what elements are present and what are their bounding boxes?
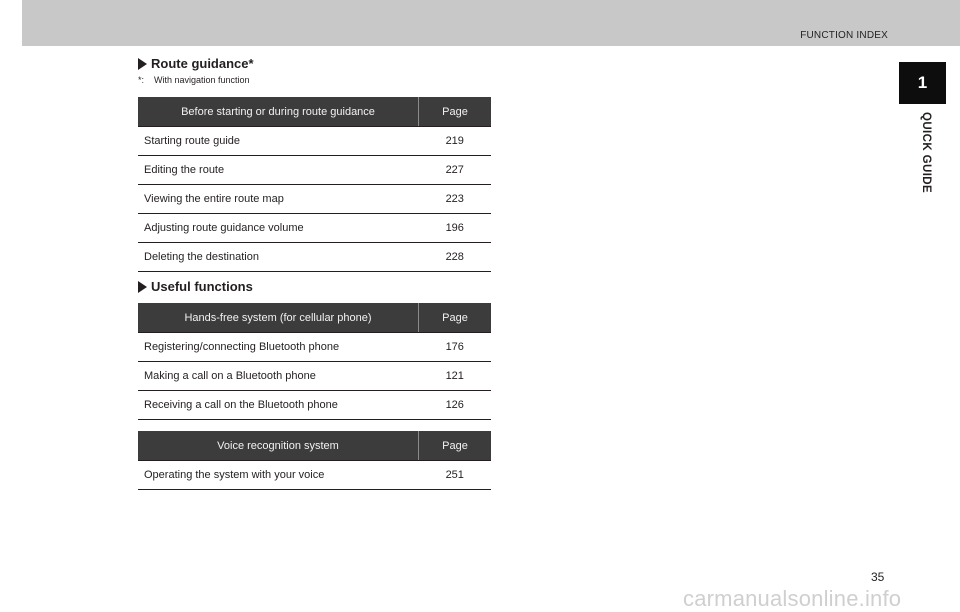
table-cell-function: Receiving a call on the Bluetooth phone — [138, 391, 419, 420]
table-header-row — [138, 303, 491, 333]
section-heading-useful-functions — [138, 279, 253, 294]
table-header-function: Hands-free system (for cellular phone) — [138, 303, 419, 333]
table-header-function: Before starting or during route guidance — [138, 97, 419, 127]
table-cell-page: 228 — [419, 243, 492, 272]
table-row — [138, 214, 491, 243]
table-header-page: Page — [419, 97, 492, 127]
table-cell-page: 219 — [419, 127, 492, 156]
table-cell-function: Adjusting route guidance volume — [138, 214, 419, 243]
table-header-row — [138, 431, 491, 461]
footnote-mark: *: — [138, 75, 145, 85]
table-cell-function: Editing the route — [138, 156, 419, 185]
table-header-page: Page — [419, 431, 492, 461]
page-number: 35 — [871, 570, 885, 584]
table-row — [138, 391, 491, 420]
voice-recognition-table — [138, 431, 491, 490]
table-cell-function: Viewing the entire route map — [138, 185, 419, 214]
table-cell-page: 196 — [419, 214, 492, 243]
hands-free-table — [138, 303, 491, 420]
table-cell-page: 223 — [419, 185, 492, 214]
table-cell-page: 176 — [419, 333, 492, 362]
table-row — [138, 243, 491, 272]
table-row — [138, 156, 491, 185]
table-row — [138, 461, 491, 490]
chapter-tab-number: 1 — [899, 62, 946, 104]
section-heading-route-guidance — [138, 56, 254, 71]
table-row — [138, 127, 491, 156]
watermark: carmanualsonline.info — [683, 586, 902, 611]
route-guidance-table — [138, 97, 491, 272]
table-cell-function: Making a call on a Bluetooth phone — [138, 362, 419, 391]
table-cell-page: 121 — [419, 362, 492, 391]
table-cell-page: 227 — [419, 156, 492, 185]
table-cell-function: Starting route guide — [138, 127, 419, 156]
table-cell-function: Registering/connecting Bluetooth phone — [138, 333, 419, 362]
table-header-page: Page — [419, 303, 492, 333]
table-row — [138, 362, 491, 391]
footnote — [138, 75, 250, 85]
table-header-row — [138, 97, 491, 127]
table-cell-page: 126 — [419, 391, 492, 420]
header-title: FUNCTION INDEX — [800, 30, 888, 41]
footnote-text: With navigation function — [154, 75, 250, 85]
table-cell-function: Operating the system with your voice — [138, 461, 419, 490]
table-row — [138, 185, 491, 214]
table-cell-page: 251 — [419, 461, 492, 490]
section-heading-text: Route guidance* — [151, 56, 254, 71]
table-header-function: Voice recognition system — [138, 431, 419, 461]
triangle-right-icon — [138, 58, 147, 70]
section-heading-text: Useful functions — [151, 279, 253, 294]
chapter-tab-label: QUICK GUIDE — [920, 112, 932, 194]
table-cell-function: Deleting the destination — [138, 243, 419, 272]
triangle-right-icon — [138, 281, 147, 293]
table-row — [138, 333, 491, 362]
